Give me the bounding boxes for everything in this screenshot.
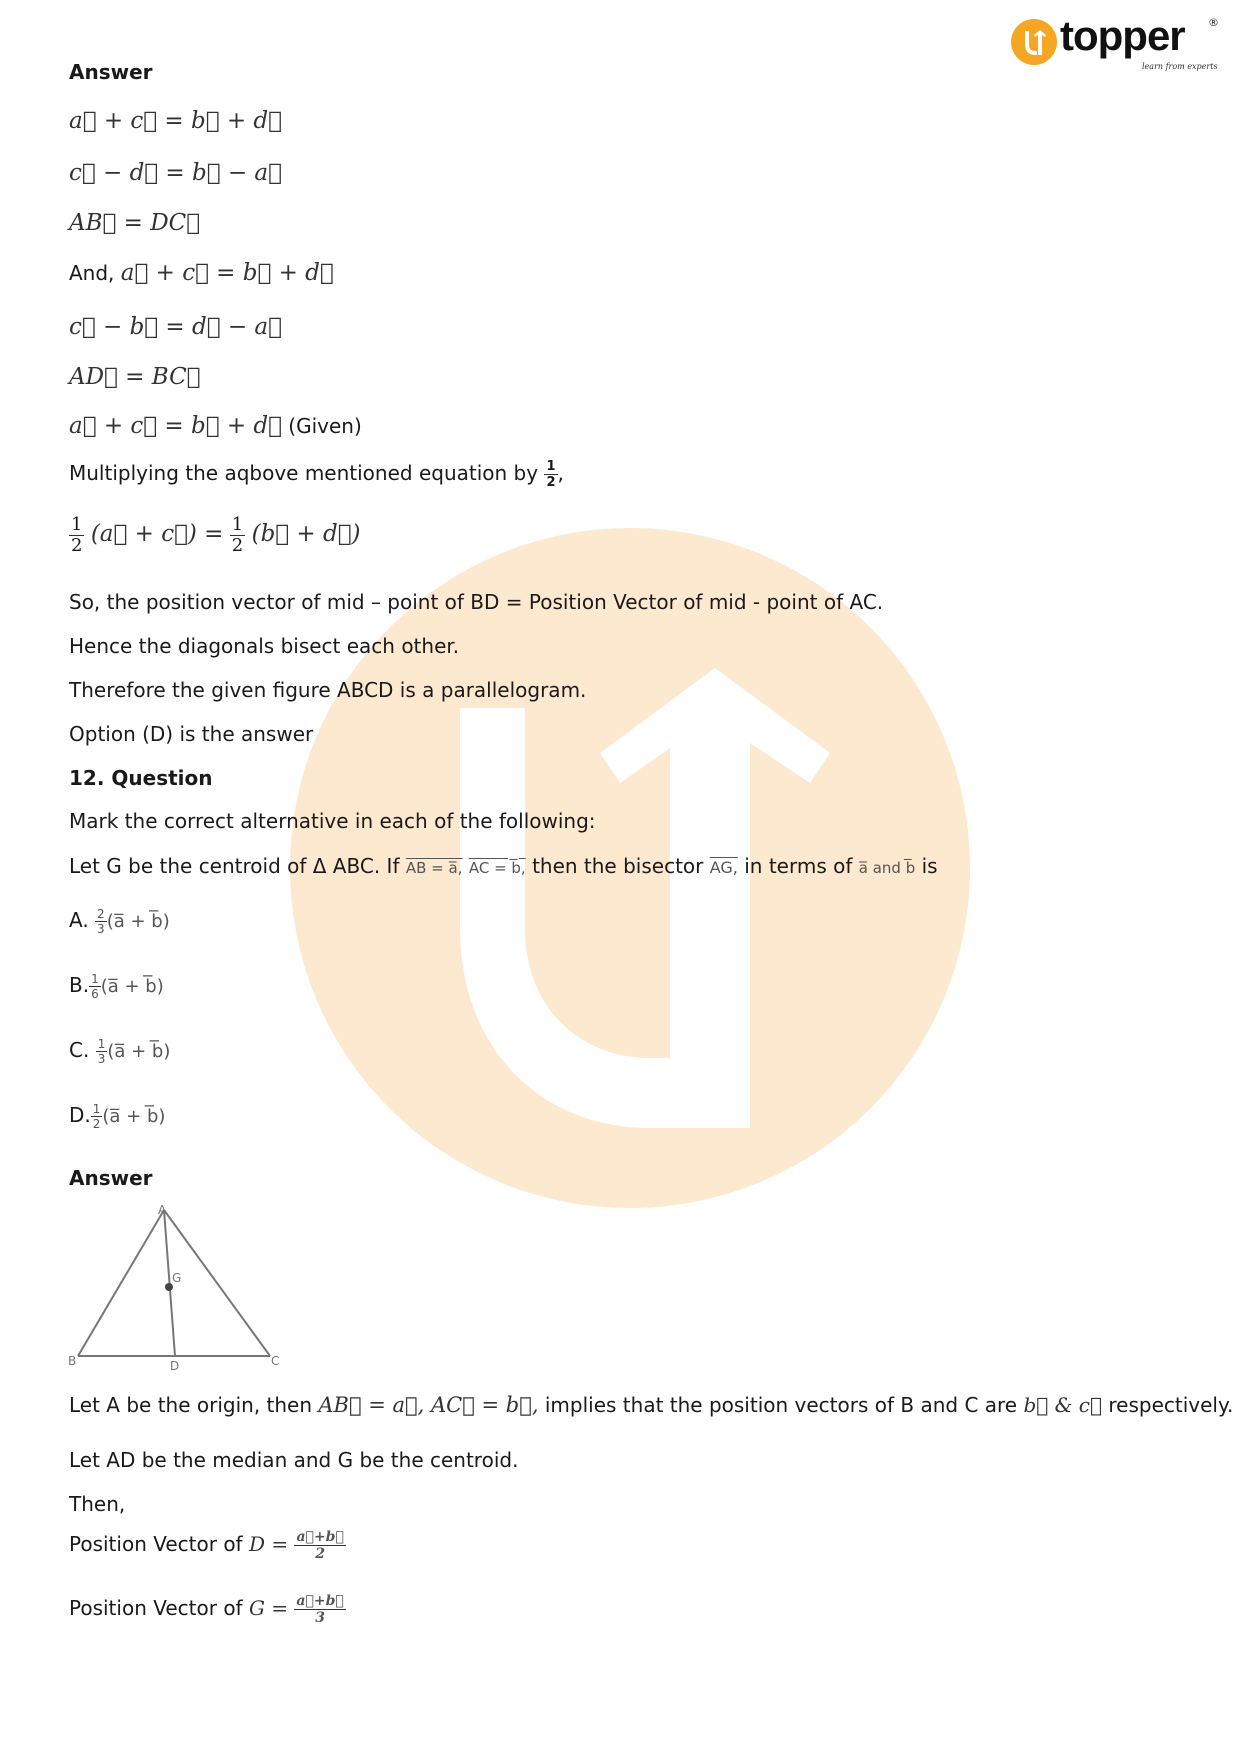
- option-d[interactable]: D. $\frac{1}{2}$ (a̅ + b̅): [69, 1102, 166, 1131]
- side-ab: [78, 1210, 164, 1356]
- label-g: G: [172, 1271, 182, 1285]
- pv-d-line: Position Vector of D = $\frac{a⃗+b⃗}{2}$: [69, 1529, 344, 1562]
- logo-wordmark: topper: [1060, 12, 1185, 59]
- option-c[interactable]: C. $\frac{1}{3}$ (a̅ + b̅): [69, 1037, 171, 1066]
- label-b: B: [68, 1354, 77, 1368]
- terms: a̅ and b̅: [858, 859, 916, 877]
- answer-heading: Answer: [69, 60, 153, 84]
- median-line: Let AD be the median and G be the centroid.: [69, 1448, 519, 1472]
- equation: a⃗ + c⃗ = b⃗ + d⃗: [69, 413, 282, 439]
- vector-ab: AB = a̅,: [405, 859, 463, 877]
- equation-line: c⃗ − b⃗ = d⃗ − a⃗: [69, 314, 282, 340]
- equation-line: a⃗ + c⃗ = b⃗ + d⃗: [69, 108, 282, 134]
- logo-registered: ®: [1208, 16, 1219, 29]
- statement: Hence the diagonals bisect each other.: [69, 634, 460, 658]
- and-line: [69, 260, 334, 286]
- question-stem: Let G be the centroid of Δ ABC. If AB = a̅, AC = b̅, then the bisector AG, in terms of a̅ and b̅ is: [69, 854, 938, 878]
- label-d: D: [170, 1359, 180, 1373]
- half-fraction: $\frac{1}{2}$: [231, 514, 244, 556]
- half-equation: $\frac{1}{2}$ (a⃗ + c⃗) = $\frac{1}{2}$ (b⃗ + d⃗): [71, 514, 361, 556]
- statement: Option (D) is the answer: [69, 722, 314, 746]
- given-label: (Given): [288, 414, 362, 438]
- option-a[interactable]: A. $\frac{2}{3}$ (a̅ + b̅): [69, 907, 170, 936]
- half-fraction: $\frac{1}{2}$: [71, 514, 83, 556]
- question-instruction: Mark the correct alternative in each of the following:: [69, 809, 596, 833]
- half-fraction: $\frac{1}{2}$: [546, 459, 556, 490]
- equation: a⃗ + c⃗ = b⃗ + d⃗: [120, 260, 334, 286]
- pv-g-line: Position Vector of G = $\frac{a⃗+b⃗}{3}$: [69, 1593, 344, 1626]
- label-c: C: [271, 1354, 280, 1368]
- multiply-text: Multiplying the aqbove mentioned equation by: [69, 461, 539, 485]
- given-line: [69, 413, 362, 439]
- origin-line: Let A be the origin, then AB⃗ = a⃗, AC⃗ = b⃗, implies that the position vectors of B and C are b⃗ & c⃗ respectively.: [69, 1393, 1234, 1417]
- multiply-line: Multiplying the aqbove mentioned equation by $\frac{1}{2}$ ,: [69, 459, 564, 490]
- answer-heading: Answer: [69, 1166, 153, 1190]
- equation-line: AB⃗ = DC⃗: [69, 210, 201, 236]
- option-b[interactable]: B. $\frac{1}{6}$ (a̅ + b̅): [69, 972, 164, 1001]
- statement: Therefore the given figure ABCD is a parallelogram.: [69, 678, 587, 702]
- label-a: A: [158, 1203, 167, 1217]
- triangle-figure: [60, 1198, 290, 1378]
- vector-ac: AC = b̅,: [468, 859, 526, 877]
- equation-line: c⃗ − d⃗ = b⃗ − a⃗: [69, 160, 282, 186]
- then-line: Then,: [69, 1492, 126, 1516]
- logo-badge-icon: [1010, 18, 1058, 66]
- and-prefix: And,: [69, 261, 115, 285]
- logo-tagline: learn from experts: [1142, 62, 1218, 71]
- question-heading: 12. Question: [69, 766, 213, 790]
- statement: So, the position vector of mid – point of BD = Position Vector of mid - point of AC.: [69, 590, 884, 614]
- vector-ag: AG,: [709, 858, 738, 877]
- equation-line: AD⃗ = BC⃗: [69, 364, 201, 390]
